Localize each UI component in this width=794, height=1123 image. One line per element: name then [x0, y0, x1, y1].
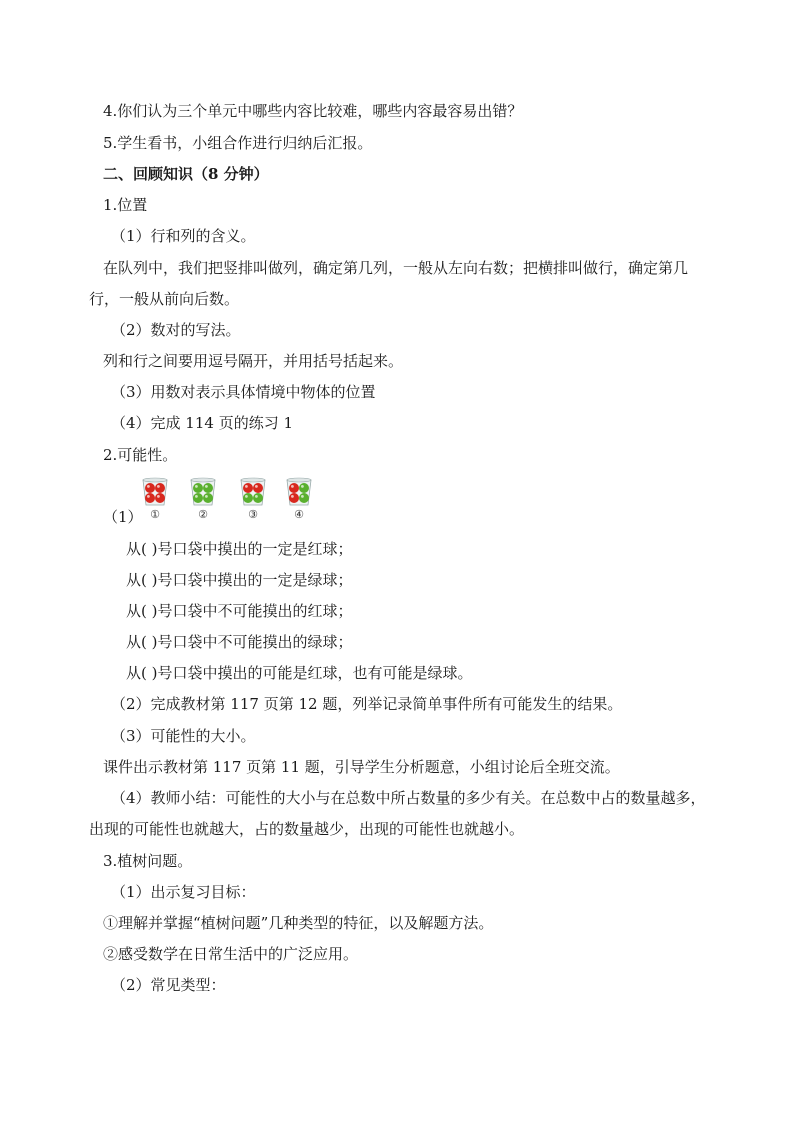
bag-1-icon	[140, 476, 170, 508]
bag-4	[284, 476, 314, 524]
red-ball	[145, 493, 155, 503]
red-ball	[289, 483, 299, 493]
paragraph-continuation: 出现的可能性也就越大，占的数量越少，出现的可能性也就越小。	[89, 820, 525, 838]
goal-1: ①理解并掌握“植树问题”几种类型的特征，以及解题方法。	[103, 914, 494, 932]
green-ball	[203, 493, 213, 503]
green-ball	[299, 483, 309, 493]
red-ball	[289, 493, 299, 503]
red-ball	[155, 483, 165, 493]
red-ball	[243, 483, 253, 493]
fill-blank: 从( )号口袋中摸出的一定是红球；	[126, 540, 353, 558]
green-ball	[203, 483, 213, 493]
red-ball	[253, 483, 263, 493]
red-ball	[155, 493, 165, 503]
paragraph: 在队列中，我们把竖排叫做列，确定第几列，一般从左向右数；把横排叫做行，确定第几	[103, 259, 689, 277]
bag-2-icon	[188, 476, 218, 508]
topic-tree-planting: 3.植树问题。	[103, 852, 193, 870]
bag-3	[238, 476, 268, 524]
bag-number-label: ①	[150, 508, 160, 521]
bag-number-label: ③	[248, 508, 258, 521]
paragraph: 课件出示教材第 117 页第 11 题，引导学生分析题意，小组讨论后全班交流。	[103, 758, 620, 776]
bag-2	[188, 476, 218, 524]
subitem-1-label: （1）	[103, 508, 143, 526]
subitem-2: （2）常见类型：	[111, 976, 226, 994]
green-ball	[193, 493, 203, 503]
subitem-3: （3）可能性的大小。	[111, 727, 256, 745]
bag-number-label: ④	[294, 508, 304, 521]
bag-number-label: ②	[198, 508, 208, 521]
subitem-4: （4）教师小结：可能性的大小与在总数中所占数量的多少有关。在总数中占的数量越多，	[111, 789, 706, 807]
fill-blank: 从( )号口袋中不可能摸出的红球；	[126, 602, 353, 620]
subitem-3: （3）用数对表示具体情境中物体的位置	[111, 383, 376, 401]
topic-probability: 2.可能性。	[103, 446, 178, 464]
subitem-2: （2）数对的写法。	[111, 321, 241, 339]
question-5: 5.学生看书，小组合作进行归纳后汇报。	[103, 134, 373, 152]
fill-blank: 从( )号口袋中摸出的一定是绿球；	[126, 571, 353, 589]
subitem-4: （4）完成 114 页的练习 1	[111, 414, 294, 432]
red-ball	[145, 483, 155, 493]
green-ball	[243, 493, 253, 503]
green-ball	[193, 483, 203, 493]
subitem-1: （1）出示复习目标：	[111, 883, 256, 901]
green-ball	[299, 493, 309, 503]
paragraph: 列和行之间要用逗号隔开，并用括号括起来。	[103, 352, 404, 370]
paragraph-continuation: 行，一般从前向后数。	[89, 290, 240, 308]
bag-illustration	[140, 476, 315, 524]
green-ball	[253, 493, 263, 503]
bag-4-icon	[284, 476, 314, 508]
section-heading: 二、回顾知识（8 分钟）	[103, 165, 269, 183]
fill-blank: 从( )号口袋中不可能摸出的绿球；	[126, 633, 353, 651]
fill-blank: 从( )号口袋中摸出的可能是红球，也有可能是绿球。	[126, 664, 473, 682]
goal-2: ②感受数学在日常生活中的广泛应用。	[103, 945, 359, 963]
bag-3-icon	[238, 476, 268, 508]
bag-1	[140, 476, 170, 524]
subitem-1: （1）行和列的含义。	[111, 227, 256, 245]
subitem-2: （2）完成教材第 117 页第 12 题，列举记录简单事件所有可能发生的结果。	[111, 695, 623, 713]
topic-position: 1.位置	[103, 196, 148, 214]
question-4: 4.你们认为三个单元中哪些内容比较难，哪些内容最容易出错？	[103, 102, 523, 120]
